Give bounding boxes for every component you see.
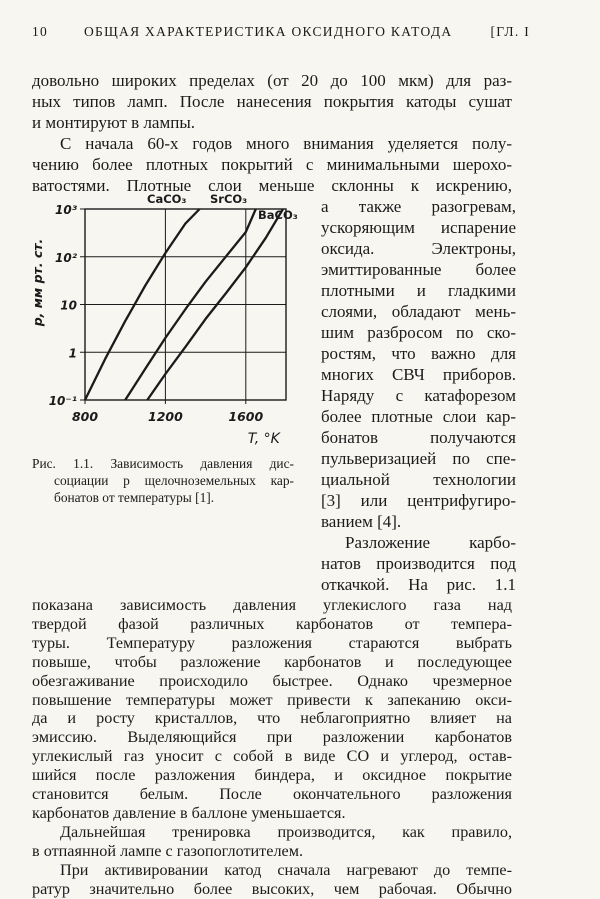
body-line: ускоряющим испарение xyxy=(321,218,516,237)
body-line: а также разогревам, xyxy=(321,197,516,216)
y-axis-label: p, мм рт. ст. xyxy=(30,238,45,327)
y-tick-label: 10 xyxy=(60,298,77,313)
body-line: эмиттированные более xyxy=(321,260,516,279)
body-line: карбонатов давление в баллоне уменьшается. xyxy=(32,803,346,822)
x-tick-label: 1600 xyxy=(228,409,264,424)
body-line: ратур значительно более высоких, чем рабочая. Обычно xyxy=(32,879,512,898)
y-tick-label: 10² xyxy=(55,250,77,265)
body-line: углекислый газ уносит с собой в виде CO и углерод, остав- xyxy=(32,747,512,766)
body-line: натов производится под xyxy=(321,554,516,573)
series-label: BaCO₃ xyxy=(258,208,298,222)
body-line: Разложение карбо- xyxy=(345,533,516,552)
body-line: плотными и гладкими xyxy=(321,281,516,300)
body-line: в отпаянной лампе с газопоглотителем. xyxy=(32,841,303,860)
series-label: CaCO₃ xyxy=(147,192,187,206)
body-line: и монтируют в лампы. xyxy=(32,113,195,132)
figure-caption-line: Рис. 1.1. Зависимость давления дис- xyxy=(32,456,294,471)
figure-chart xyxy=(28,192,318,452)
body-line: чению более плотных покрытий с минимальными шерохо- xyxy=(32,155,512,174)
body-line: туры. Температуру разложения стараются выбрать xyxy=(32,633,512,652)
body-line: многих СВЧ приборов. xyxy=(321,365,516,384)
y-tick-label: 1 xyxy=(68,346,77,361)
figure-caption-line: бонатов от температуры [1]. xyxy=(54,490,215,505)
body-line: довольно широких пределах (от 20 до 100 мкм) для раз- xyxy=(32,71,512,90)
body-line: шим разбросом по ско- xyxy=(321,323,516,342)
body-line: ванием [4]. xyxy=(321,512,402,531)
running-header xyxy=(32,24,530,44)
body-line: Дальнейшая тренировка производится, как правило, xyxy=(60,822,512,841)
body-line: шийся после разложения биндера, и оксидное покрытие xyxy=(32,766,512,785)
figure-caption-line: социации p щелочноземельных кар- xyxy=(54,473,294,488)
body-line: [3] или центрифугиро- xyxy=(321,491,516,510)
chapter-marker: [ГЛ. I xyxy=(490,24,530,39)
body-line: оксида. Электроны, xyxy=(321,239,516,258)
body-line: показана зависимость давления углекислого газа над xyxy=(32,596,512,614)
body-line: более плотные слои кар- xyxy=(321,407,516,426)
body-line: бонатов получаются xyxy=(321,428,516,447)
running-title: ОБЩАЯ ХАРАКТЕРИСТИКА ОКСИДНОГО КАТОДА xyxy=(84,24,453,39)
body-line: повышение температуры может привести к запеканию окси- xyxy=(32,690,512,709)
body-line: С начала 60-х годов много внимания уделяется полу- xyxy=(60,134,512,153)
y-tick-label: 10³ xyxy=(55,203,77,217)
body-line: ростям, что важно для xyxy=(321,344,516,363)
body-line: ных типов ламп. После нанесения покрытия катоды сушат xyxy=(32,92,512,111)
body-line: обезгаживание происходило быстрее. Однако чрезмерное xyxy=(32,671,512,690)
body-line: При активировании катод сначала нагревают до темпе- xyxy=(60,860,512,879)
body-line: да и росту кристаллов, что неблагоприятно влияет на xyxy=(32,709,512,728)
body-line: повыше, чтобы разложение карбонатов и последующее xyxy=(32,652,512,671)
x-tick-label: 1200 xyxy=(148,409,183,424)
page-number: 10 xyxy=(32,24,49,39)
body-line: становится белым. После окончательного разложения xyxy=(32,785,512,803)
y-tick-label: 10⁻¹ xyxy=(48,394,77,408)
series-label: SrCO₃ xyxy=(210,192,248,206)
body-line: циальной технологии xyxy=(321,470,516,489)
body-line: слоями, обладают мень- xyxy=(321,302,516,321)
body-line: твердой фазой различных карбонатов от темпера- xyxy=(32,614,512,633)
body-line: пульверизацией по спе- xyxy=(321,449,516,468)
body-line: Наряду с катафорезом xyxy=(321,386,516,405)
body-line: откачкой. На рис. 1.1 xyxy=(321,575,516,594)
body-line: эмиссию. Выделяющийся при разложении карбонатов xyxy=(32,728,512,747)
x-tick-label: 800 xyxy=(71,409,99,424)
x-axis-label: T, °K xyxy=(247,431,280,447)
body-line: ватостями. Плотные слои меньше склонны к искрению, xyxy=(32,176,512,195)
